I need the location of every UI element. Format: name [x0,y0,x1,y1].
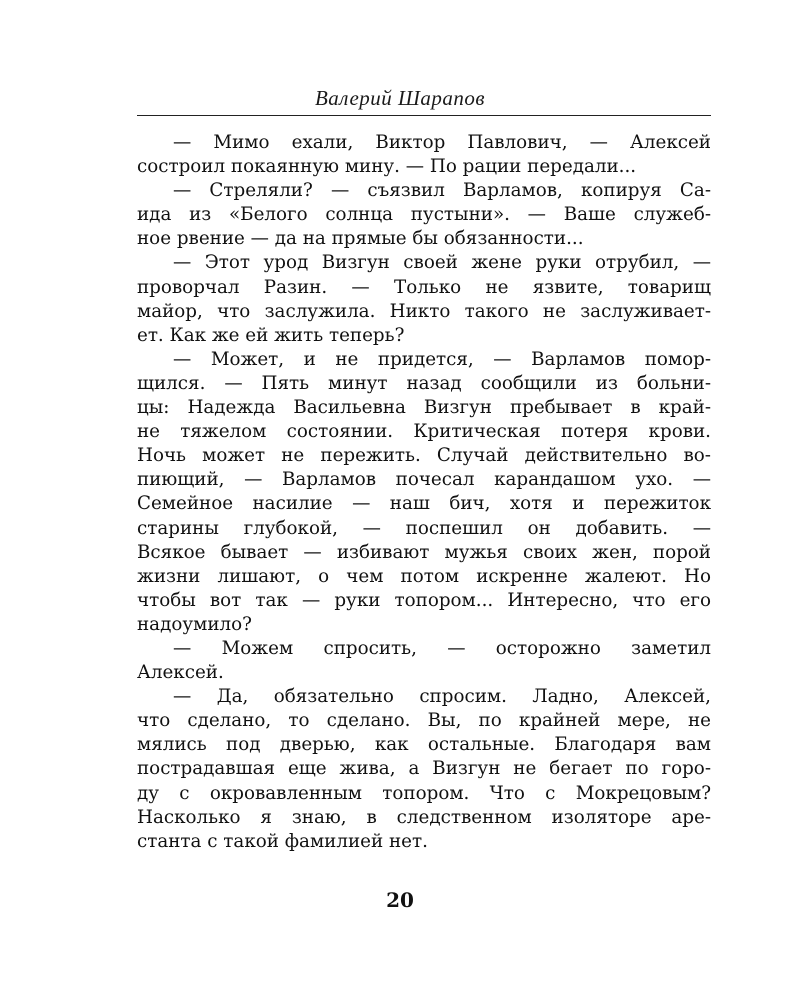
text-line: надоумило? [137,613,252,635]
text-line: что сделано, то сделано. Вы, по крайней мере, не [137,710,711,732]
text-line: — Стреляли? — съязвил Варламов, копируя Са- [173,180,711,202]
text-line: — Этот урод Визгун своей жене руки отрубил, — [173,252,711,274]
running-head: Валерий Шарапов [314,86,486,110]
text-line: ида из «Белого солнца пустыни». — Ваше служеб- [137,204,711,226]
text-line: станта с такой фамилией нет. [137,830,428,852]
text-line: — Мимо ехали, Виктор Павлович, — Алексей [173,132,711,153]
text-line: состроил покаянную мину. — По рации передали... [137,156,637,178]
text-line: — Можем спросить, — осторожно заметил [173,637,711,659]
text-line: проворчал Разин. — Только не язвите, товарищ [137,276,711,298]
body-text [137,131,711,854]
text-line: майор, что заслужила. Никто такого не заслуживает- [137,300,711,322]
text-line: старины глубокой, — поспешил он добавить. — [137,517,711,539]
page-number: 20 [386,888,414,912]
text-line: — Может, и не придется, — Варламов помор- [173,348,711,370]
text-line: — Да, обязательно спросим. Ладно, Алексей, [173,686,711,708]
text-line: Насколько я знаю, в следственном изоляторе аре- [137,806,711,828]
text-line: щился. — Пять минут назад сообщили из больни- [137,372,711,394]
text-line: жизни лишают, о чем потом искренне жалеют. Но [137,565,711,587]
text-line: Ночь может не пережить. Случай действительно во- [137,445,711,467]
text-line: Семейное насилие — наш бич, хотя и пережиток [137,493,711,515]
text-line: ет. Как же ей жить теперь? [137,324,405,346]
text-line: пострадавшая еще жива, а Визгун не бегает по горо- [137,758,711,780]
text-line: не тяжелом состоянии. Критическая потеря крови. [137,421,711,443]
header-rule [137,115,711,116]
text-line: чтобы вот так — руки топором... Интересно, что его [137,589,711,611]
text-line: мялись под дверью, как остальные. Благодаря вам [137,734,711,756]
text-line: Алексей. [137,662,224,684]
text-line: ду с окровавленным топором. Что с Мокрецовым? [137,782,711,804]
text-line: ное рвение — да на прямые бы обязанности... [137,228,584,250]
text-line: Всякое бывает — избивают мужья своих жен, порой [137,541,711,563]
text-line: цы: Надежда Васильевна Визгун пребывает в край- [137,397,711,419]
text-line: пиющий, — Варламов почесал карандашом ухо. — [137,469,711,491]
